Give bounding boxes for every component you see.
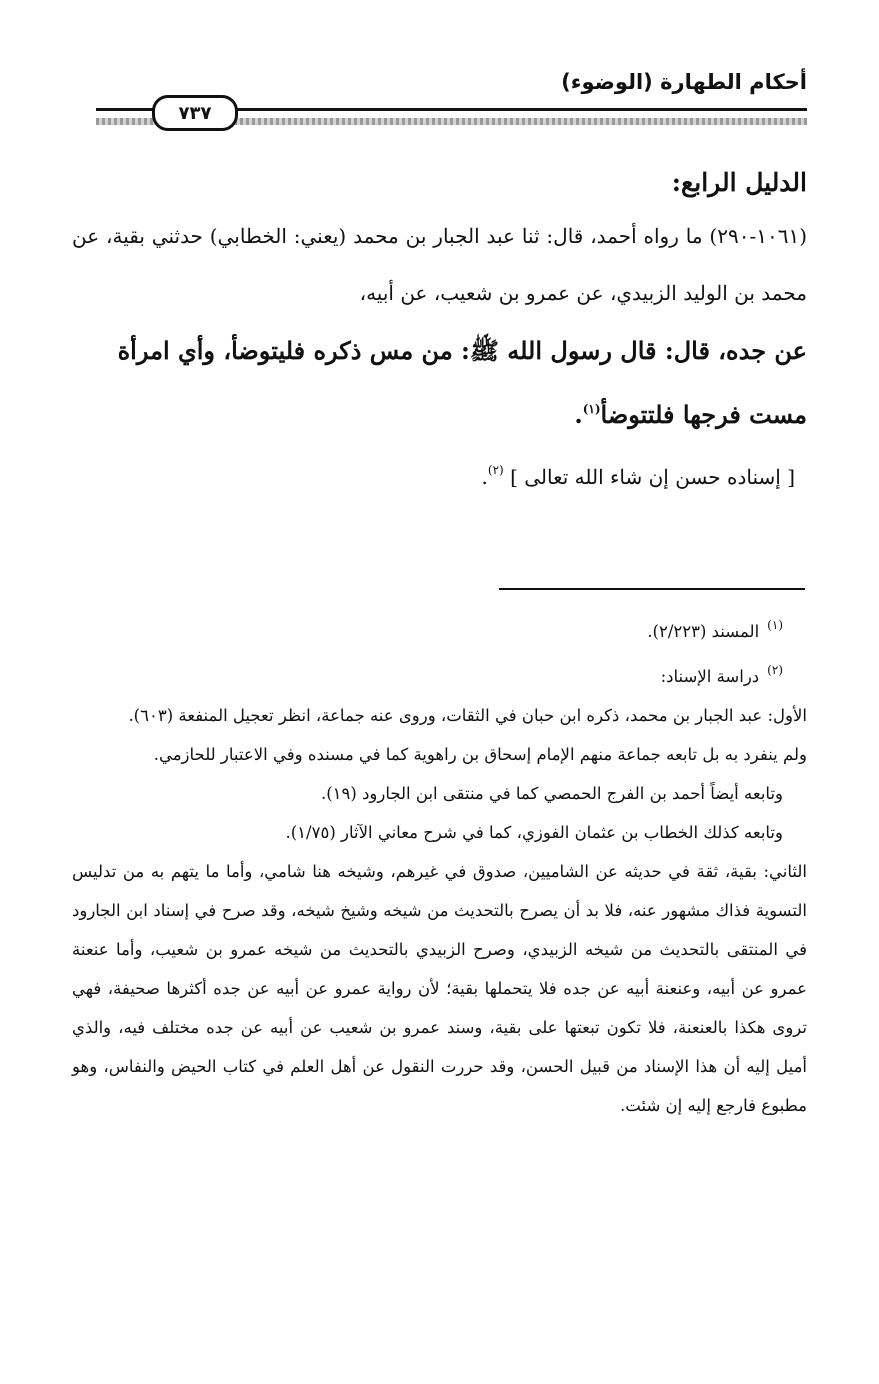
footnote-separator — [499, 588, 805, 590]
section-heading: الدليل الرابع: — [671, 168, 807, 197]
running-header-title: أحكام الطهارة (الوضوء) — [561, 70, 807, 94]
footnote-paragraph: الأول: عبد الجبار بن محمد، ذكره ابن حبان في الثقات، وروى عنه جماعة، انظر تعجيل المنفعة (٦٠٣). — [128, 706, 807, 725]
main-text — [72, 158, 807, 503]
footnote-paragraph: وتابعه كذلك الخطاب بن عثمان الفوزي، كما في شرح معاني الآثار (١/٧٥). — [285, 823, 783, 842]
hadith-text — [72, 322, 807, 444]
isnad-grade — [72, 444, 795, 503]
page-number: ٧٣٧ — [178, 102, 212, 124]
grade-text: [ إسناده حسن إن شاء الله تعالى ] — [510, 465, 795, 489]
footnote-2-heading: دراسة الإسناد: — [660, 667, 760, 686]
footnote-1-text: المسند (٢/٢٢٣). — [647, 622, 760, 641]
footnote-1 — [72, 606, 807, 651]
narration-chain: (١٠٦١-٢٩٠) ما رواه أحمد، قال: ثنا عبد الجبار بن محمد (يعني: الخطابي) حدثني بقية، عن محمد بن الوليد الزبيدي، عن عمرو بن شعيب، عن أبيه، — [72, 224, 807, 305]
hadith-body: عن جده، قال: قال رسول الله ﷺ: من مس ذكره فليتوضأ، وأي امرأة مست فرجها فلتتوضأ — [117, 336, 807, 429]
footnote-ref-2[interactable]: (٢) — [487, 463, 504, 477]
footnote-2-number: (٢) — [767, 663, 783, 677]
footnote-paragraph: وتابعه أيضاً أحمد بن الفرج الحمصي كما في منتقى ابن الجارود (١٩). — [320, 784, 783, 803]
hadith-end-mark: . — [574, 400, 583, 429]
footnote-paragraph: ولم ينفرد به بل تابعه جماعة منهم الإمام إسحاق بن راهوية كما في مسنده وفي الاعتبار للحازمي. — [153, 745, 807, 764]
grade-end-mark: . — [481, 465, 488, 489]
footnotes — [72, 606, 807, 1125]
page-number-badge — [152, 95, 238, 131]
footnote-paragraph: الثاني: بقية، ثقة في حديثه عن الشاميين، صدوق في غيرهم، وشيخه هنا شامي، وأما ما يتهم به من تدليس التسوية فذاك مشهور عنه، فلا بد أن يصرح بالتحديث من شيخه وشيخ شيخه، وقد صرح في إسناد ابن الجارود في المنتقى بالتحديث من شيخه الزبيدي، وصرح الزبيدي بالتحديث من شيخه عمرو بن شعيب، وأما عنعنة عمرو عن أبيه، وعنعنة أبيه عن جده فلا يتحملها بقية؛ لأن رواية عمرو عن أبيه عن جده أكثرها صحيفة، فهي تروى هكذا بالعنعنة، فلا تكون تبعتها على بقية، وسند عمرو بن شعيب عن أبيه عن جده مختلف فيه، والذي أميل إليه أن هذا الإسناد من قبيل الحسن، وقد حررت النقول عن أهل العلم في كتاب الحيض والنفاس، وهو مطبوع فارجع إليه إن شئت. — [72, 862, 807, 1115]
footnote-1-number: (١) — [767, 618, 783, 632]
footnote-2 — [72, 651, 807, 696]
footnote-ref-1[interactable]: (١) — [582, 402, 601, 416]
